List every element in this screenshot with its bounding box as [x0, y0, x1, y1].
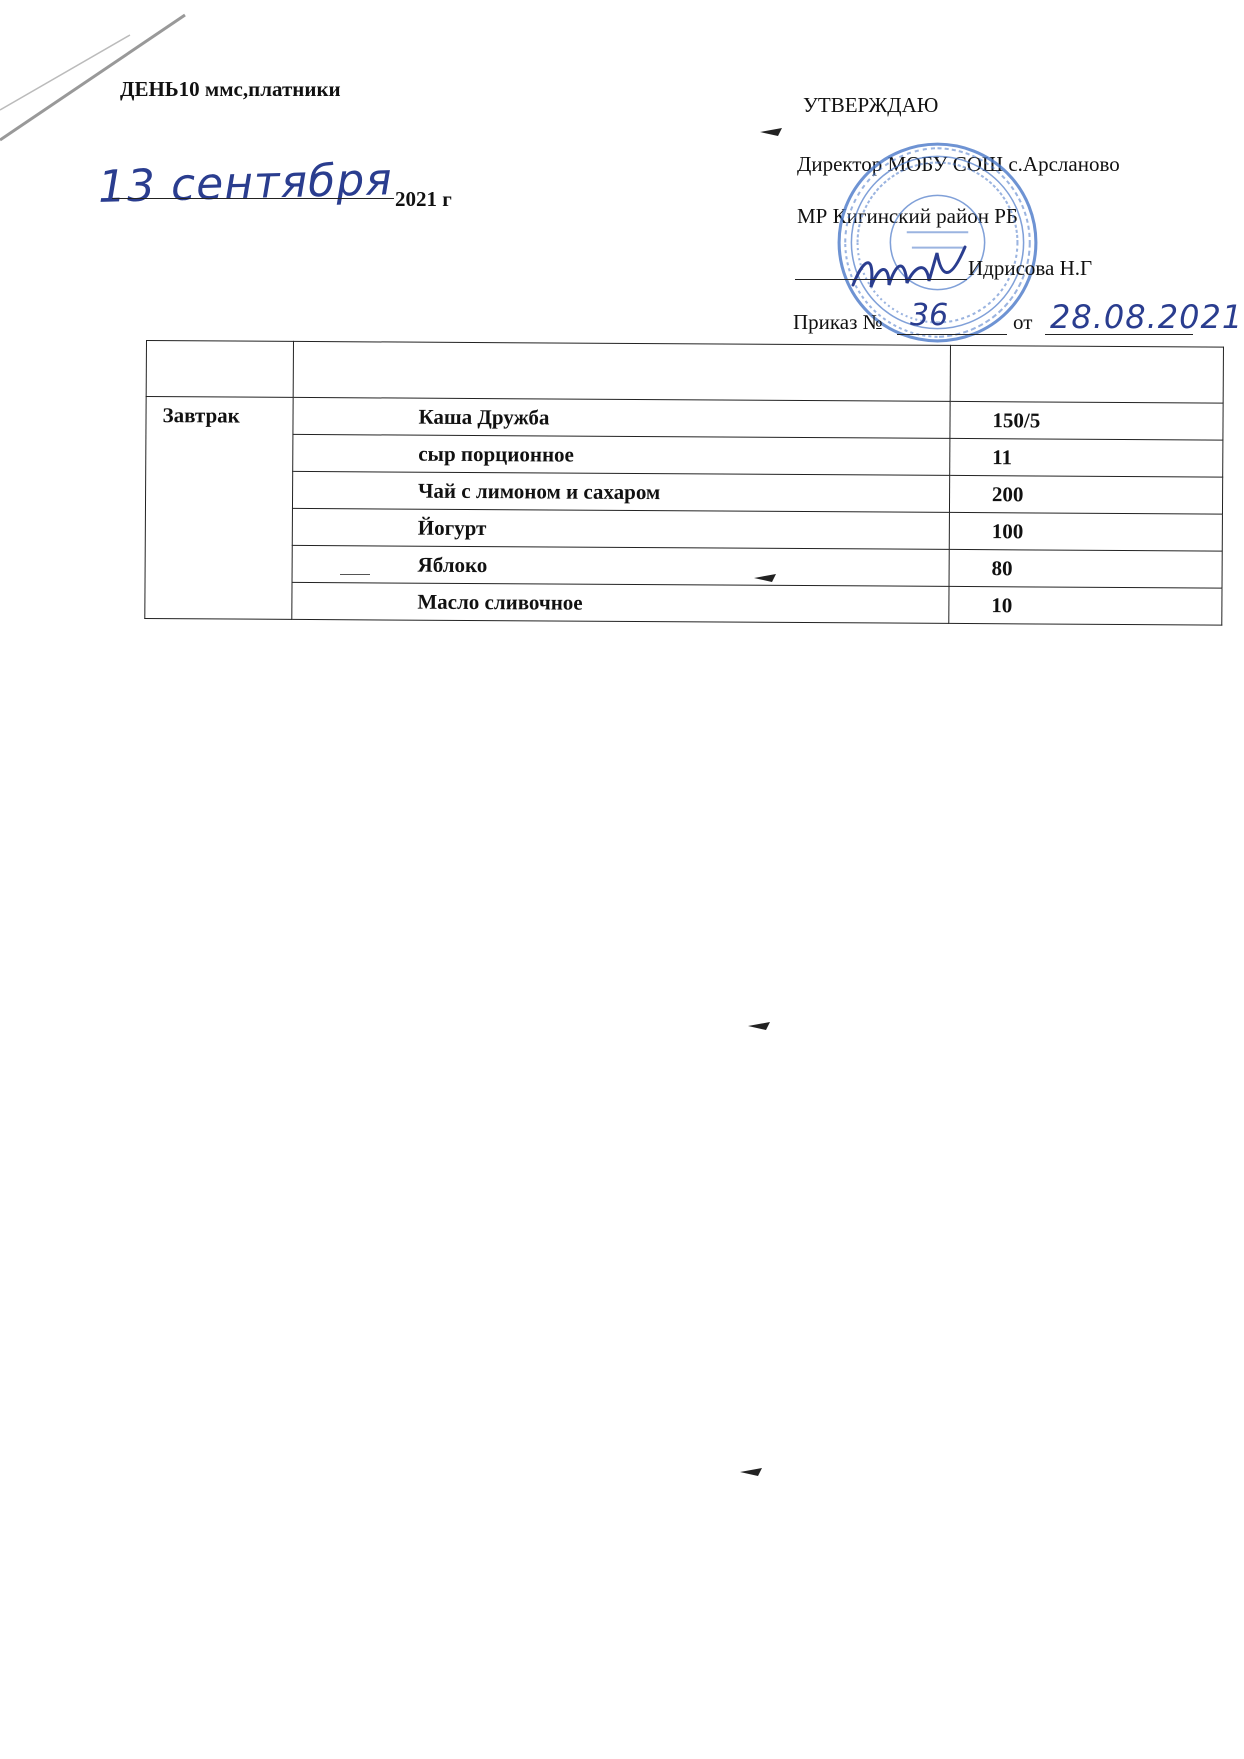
signer-name: Идрисова Н.Г [968, 256, 1093, 280]
dish-name: Яблоко [292, 545, 949, 586]
scan-arrow-mark [754, 574, 776, 582]
handwritten-order-number: 36 [910, 298, 949, 333]
order-date-underline [1045, 334, 1193, 335]
dish-weight: 80 [949, 549, 1222, 588]
table-row [145, 581, 1222, 625]
header-cell [146, 341, 293, 398]
signature-underline [795, 279, 967, 280]
dish-weight: 11 [950, 438, 1223, 477]
day-title: ДЕНЬ10 ммс,платники [120, 77, 341, 101]
dish-weight: 200 [949, 475, 1222, 514]
menu-table [144, 340, 1224, 626]
dish-name: сыр порционное [293, 434, 950, 475]
dish-name: Каша Дружба [293, 397, 950, 438]
dish-weight: 10 [949, 586, 1222, 625]
approval-position: Директор МОБУ СОШ с.Арсланово [797, 152, 1120, 176]
date-year: 2021 г [395, 187, 452, 211]
order-from-label: от [1013, 310, 1033, 334]
dish-weight: 100 [949, 512, 1222, 551]
order-number-underline [897, 334, 1007, 335]
scan-arrow-mark [748, 1022, 770, 1030]
scan-arrow-mark [760, 128, 782, 136]
director-signature [845, 235, 985, 305]
dish-weight: 150/5 [950, 401, 1223, 440]
approval-district: МР Кигинский район РБ [797, 204, 1018, 228]
header-cell [293, 341, 950, 401]
order-label: Приказ № [793, 310, 883, 334]
scan-arrow-mark [740, 1468, 762, 1476]
header-cell [950, 345, 1223, 403]
dish-name: Чай с лимоном и сахаром [292, 471, 949, 512]
dish-name: Йогурт [292, 508, 949, 549]
handwritten-date: 13 сентября [97, 154, 394, 213]
date-underline [112, 198, 394, 199]
scan-dash-mark [340, 574, 370, 575]
approval-title: УТВЕРЖДАЮ [803, 93, 939, 117]
meal-name: Завтрак [145, 397, 293, 620]
dish-name: Масло сливочное [292, 582, 949, 623]
table-header-row [146, 341, 1223, 404]
handwritten-order-date: 28.08.2021 [1050, 298, 1244, 336]
